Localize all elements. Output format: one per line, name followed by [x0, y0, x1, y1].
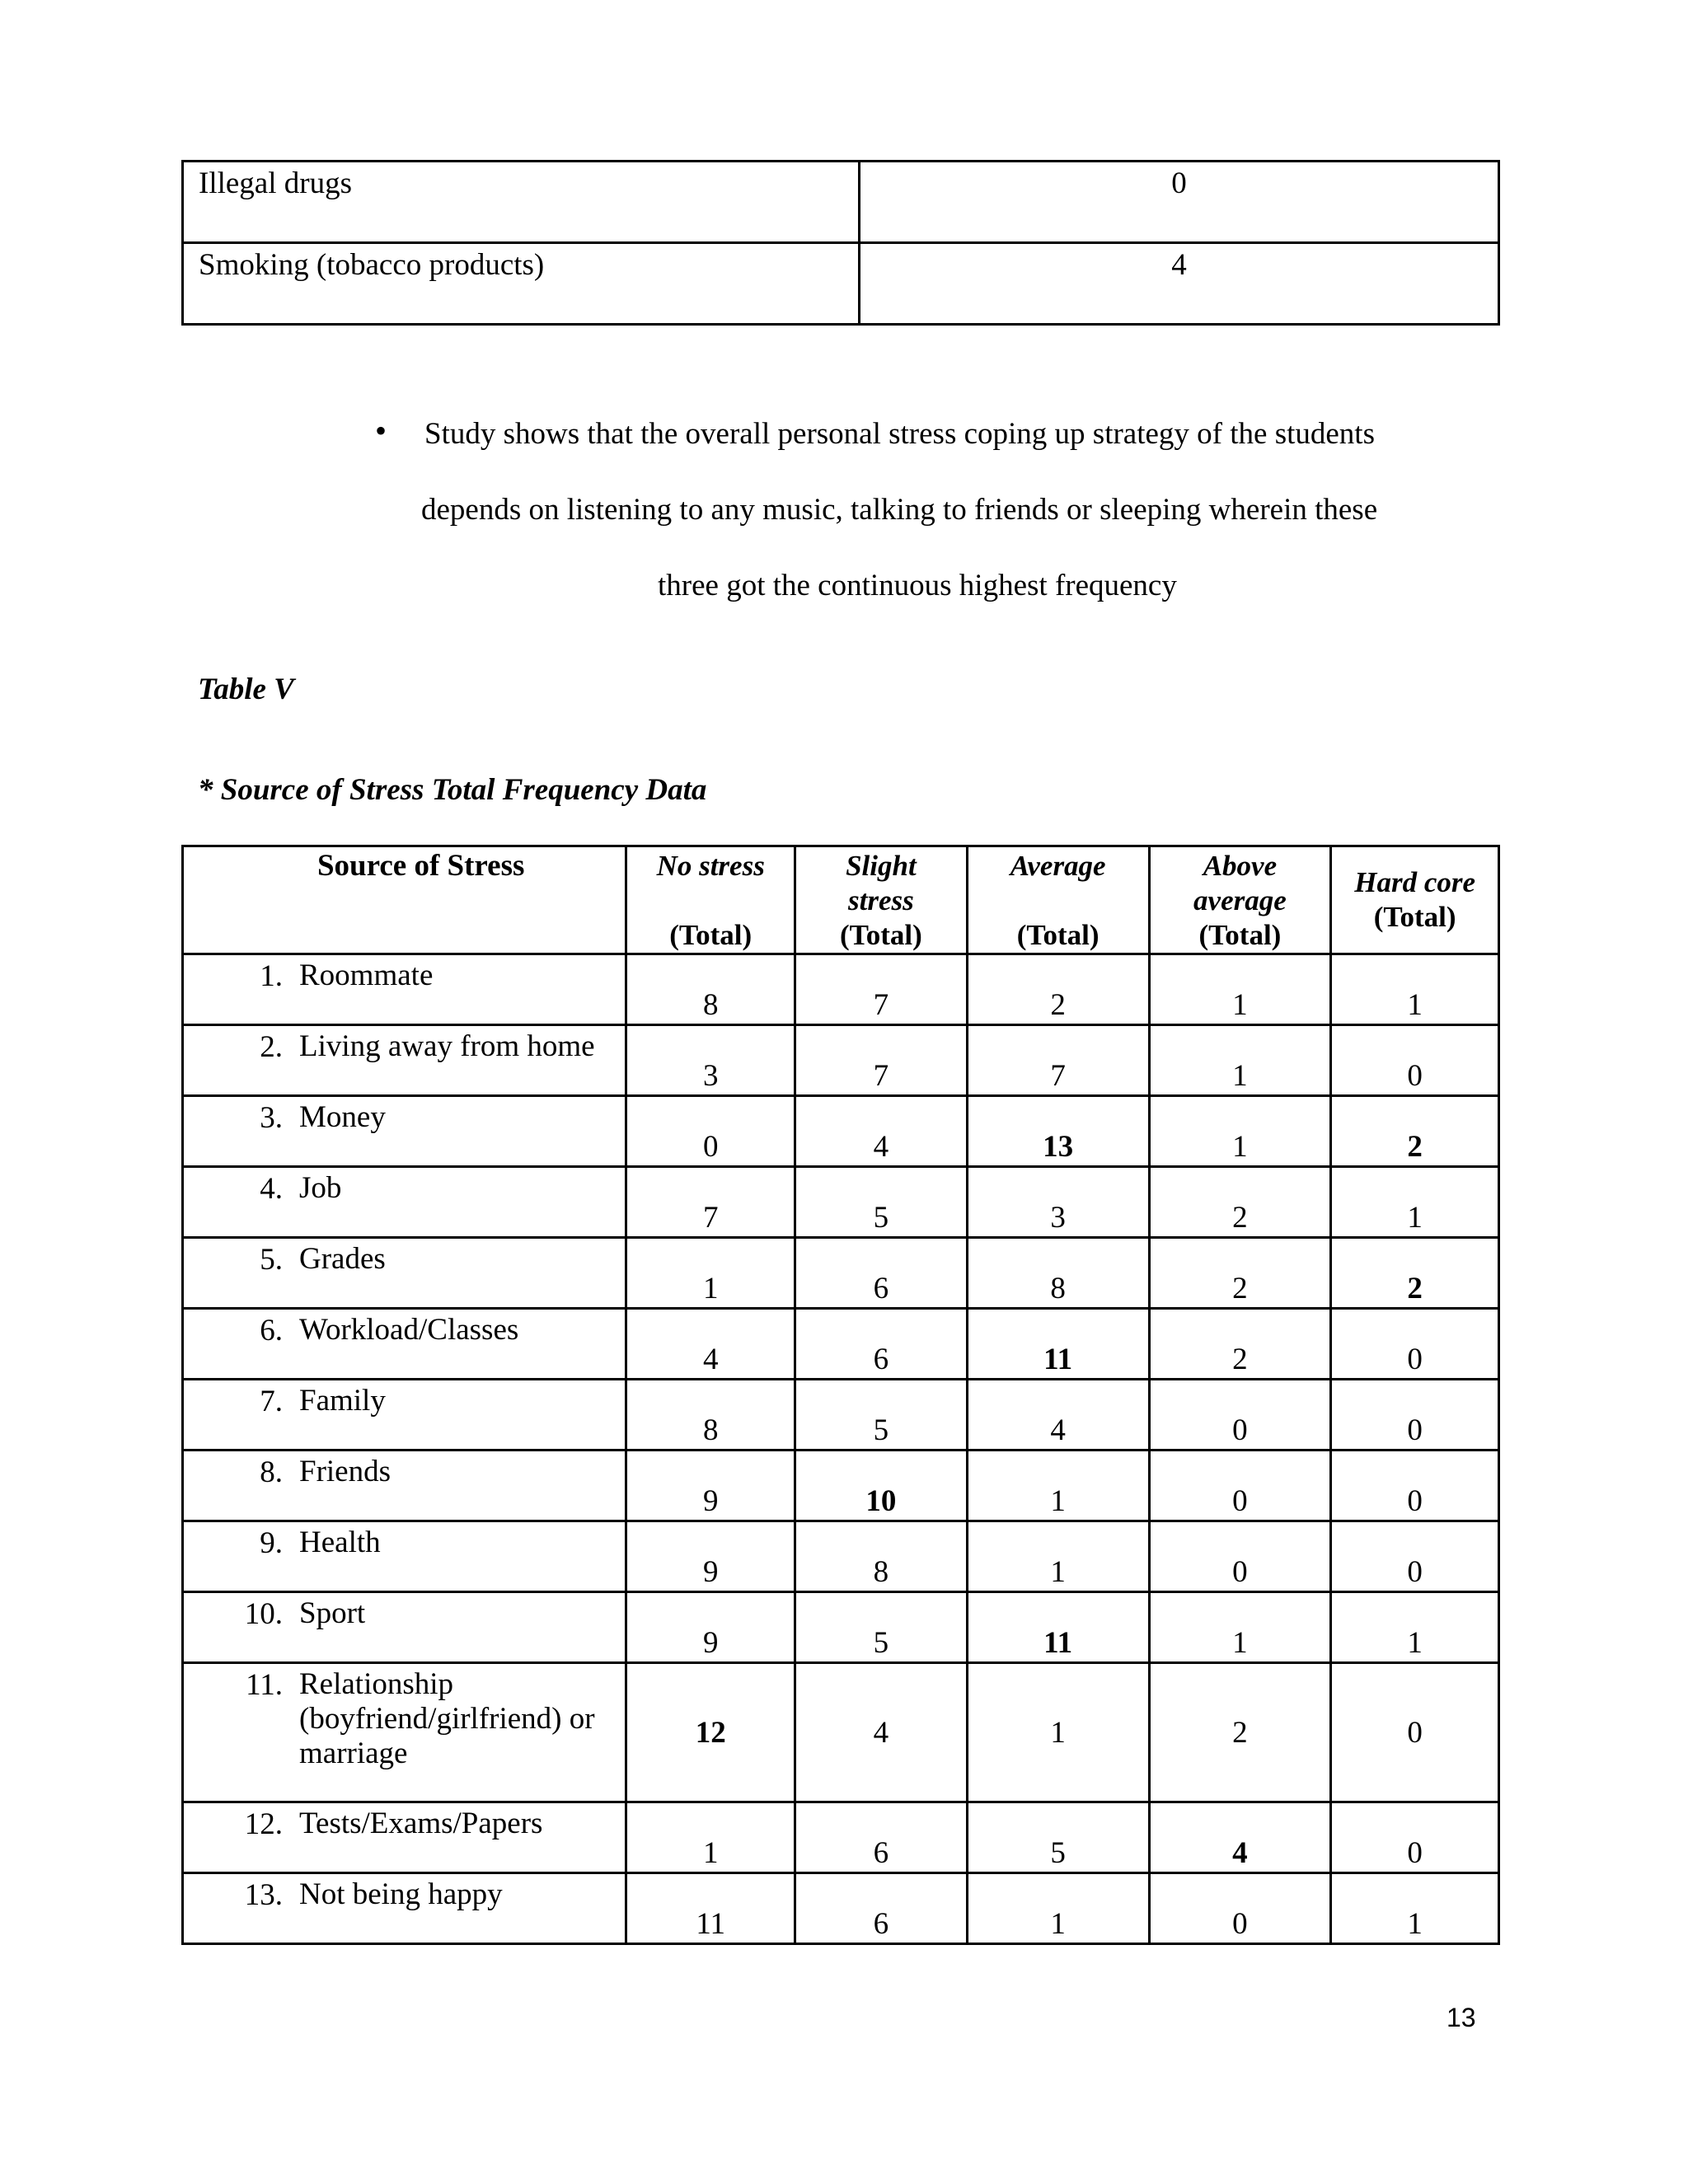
table-cell: 1: [1149, 1096, 1331, 1167]
header-no-stress: No stress (Total): [626, 846, 795, 954]
row-label: Not being happy: [299, 1877, 503, 1911]
stress-source-label: [183, 1521, 626, 1592]
table-cell: 7: [626, 1167, 795, 1238]
row-number: 12.: [244, 1807, 283, 1841]
row-number: 6.: [260, 1314, 283, 1347]
table-row: [183, 1380, 1499, 1451]
stress-source-label: [183, 1167, 626, 1238]
table-cell: 12: [626, 1663, 795, 1802]
stress-source-label: [183, 954, 626, 1025]
table-row: [183, 1451, 1499, 1521]
table-cell: 2: [1331, 1238, 1499, 1309]
header-source: Source of Stress: [183, 846, 626, 954]
row-number: 2.: [260, 1030, 283, 1064]
row-number: 10.: [244, 1597, 283, 1631]
table-cell: 1: [1149, 1592, 1331, 1663]
row-number: 9.: [260, 1526, 283, 1560]
header-above-average: Above average (Total): [1149, 846, 1331, 954]
table-row: [183, 1663, 1499, 1802]
table-label: Table V: [198, 673, 294, 706]
row-label: Roommate: [299, 958, 434, 992]
row-value: 4: [860, 243, 1499, 325]
row-number: 11.: [246, 1668, 283, 1702]
table-cell: 8: [795, 1521, 968, 1592]
row-label: Grades: [299, 1242, 386, 1276]
table-cell: 0: [1331, 1025, 1499, 1096]
row-label: Job: [299, 1171, 342, 1205]
row-number: 3.: [260, 1101, 283, 1135]
table-cell: 6: [795, 1802, 968, 1873]
table-cell: 1: [1331, 954, 1499, 1025]
table-cell: 1: [1331, 1167, 1499, 1238]
table-cell: 5: [967, 1802, 1149, 1873]
table-cell: 7: [795, 954, 968, 1025]
row-label: Workload/Classes: [299, 1313, 519, 1347]
table-cell: 1: [1331, 1873, 1499, 1944]
table-cell: 9: [626, 1521, 795, 1592]
table-cell: 2: [1149, 1167, 1331, 1238]
table-cell: 4: [967, 1380, 1149, 1451]
table-cell: 8: [967, 1238, 1149, 1309]
table-cell: 2: [1149, 1309, 1331, 1380]
table-cell: 3: [967, 1167, 1149, 1238]
table-cell: 1: [967, 1873, 1149, 1944]
stress-source-label: [183, 1309, 626, 1380]
stress-source-label: [183, 1025, 626, 1096]
table-cell: 0: [1331, 1521, 1499, 1592]
row-value: 0: [860, 162, 1499, 243]
row-label: Money: [299, 1100, 386, 1134]
header-hard-core: Hard core (Total): [1331, 846, 1499, 954]
row-label: Living away from home: [299, 1029, 595, 1063]
bullet-icon: •: [375, 412, 387, 449]
row-number: 5.: [260, 1243, 283, 1277]
row-number: 7.: [260, 1385, 283, 1418]
table-cell: 9: [626, 1451, 795, 1521]
table-row: [183, 1309, 1499, 1380]
table-cell: 1: [626, 1238, 795, 1309]
table-cell: 8: [626, 1380, 795, 1451]
row-label: Friends: [299, 1455, 391, 1488]
paragraph-line: three got the continuous highest frequency: [658, 569, 1177, 602]
table-cell: 6: [795, 1238, 968, 1309]
table-cell: 7: [795, 1025, 968, 1096]
table-cell: 2: [967, 954, 1149, 1025]
row-label: Family: [299, 1384, 386, 1418]
table-cell: 11: [967, 1592, 1149, 1663]
table-cell: 1: [1331, 1592, 1499, 1663]
table-cell: 0: [1331, 1380, 1499, 1451]
table-cell: 13: [967, 1096, 1149, 1167]
table-cell: 0: [1331, 1663, 1499, 1802]
table-row: [183, 1802, 1499, 1873]
table-cell: 1: [1149, 954, 1331, 1025]
row-number: 8.: [260, 1455, 283, 1489]
table-cell: 5: [795, 1380, 968, 1451]
table-cell: 4: [795, 1663, 968, 1802]
substance-table: [181, 160, 1500, 326]
table-cell: 1: [967, 1663, 1149, 1802]
table-cell: 0: [1149, 1380, 1331, 1451]
table-row: [183, 243, 1499, 325]
row-label: Smoking (tobacco products): [183, 243, 860, 325]
table-title: * Source of Stress Total Frequency Data: [198, 773, 707, 807]
table-cell: 0: [1149, 1873, 1331, 1944]
row-number: 13.: [244, 1878, 283, 1912]
table-cell: 0: [1149, 1451, 1331, 1521]
table-cell: 5: [795, 1167, 968, 1238]
table-cell: 1: [967, 1451, 1149, 1521]
table-cell: 0: [626, 1096, 795, 1167]
table-row: [183, 954, 1499, 1025]
table-cell: 1: [1149, 1025, 1331, 1096]
table-cell: 4: [626, 1309, 795, 1380]
stress-source-label: [183, 1592, 626, 1663]
table-cell: 2: [1149, 1238, 1331, 1309]
stress-source-table: [181, 845, 1500, 1945]
row-label: Tests/Exams/Papers: [299, 1807, 543, 1840]
table-cell: 1: [626, 1802, 795, 1873]
table-row: [183, 1096, 1499, 1167]
paragraph-line: Study shows that the overall personal stress coping up strategy of the students: [424, 417, 1375, 451]
table-cell: 0: [1149, 1521, 1331, 1592]
row-label: Sport: [299, 1596, 366, 1630]
paragraph-line: depends on listening to any music, talking to friends or sleeping wherein these: [421, 493, 1378, 527]
table-cell: 11: [626, 1873, 795, 1944]
header-average: Average (Total): [967, 846, 1149, 954]
table-cell: 0: [1331, 1309, 1499, 1380]
table-cell: 1: [967, 1521, 1149, 1592]
table-cell: 11: [967, 1309, 1149, 1380]
table-cell: 6: [795, 1873, 968, 1944]
table-cell: 2: [1331, 1096, 1499, 1167]
row-number: 1.: [260, 959, 283, 993]
stress-source-label: [183, 1451, 626, 1521]
header-slight-stress: Slight stress (Total): [795, 846, 968, 954]
row-label: Relationship (boyfriend/girlfriend) or marriage: [299, 1667, 595, 1770]
table-row: [183, 1592, 1499, 1663]
table-cell: 2: [1149, 1663, 1331, 1802]
table-cell: 7: [967, 1025, 1149, 1096]
page-number: 13: [1447, 2003, 1476, 2032]
table-cell: 0: [1331, 1802, 1499, 1873]
table-row: [183, 1521, 1499, 1592]
stress-source-label: [183, 1380, 626, 1451]
table-cell: 5: [795, 1592, 968, 1663]
table-cell: 8: [626, 954, 795, 1025]
table-cell: 0: [1331, 1451, 1499, 1521]
stress-source-label: [183, 1873, 626, 1944]
table-row: [183, 1238, 1499, 1309]
stress-source-label: [183, 1238, 626, 1309]
row-label: Health: [299, 1526, 381, 1559]
table-cell: 9: [626, 1592, 795, 1663]
row-label: Illegal drugs: [183, 162, 860, 243]
table-row: [183, 1167, 1499, 1238]
stress-source-label: [183, 1663, 626, 1802]
stress-source-label: [183, 1096, 626, 1167]
table-row: [183, 1025, 1499, 1096]
table-row: [183, 1873, 1499, 1944]
stress-source-label: [183, 1802, 626, 1873]
table-cell: 3: [626, 1025, 795, 1096]
table-cell: 10: [795, 1451, 968, 1521]
table-cell: 6: [795, 1309, 968, 1380]
table-row: [183, 162, 1499, 243]
row-number: 4.: [260, 1172, 283, 1206]
table-header-row: [183, 846, 1499, 954]
table-cell: 4: [1149, 1802, 1331, 1873]
table-cell: 4: [795, 1096, 968, 1167]
